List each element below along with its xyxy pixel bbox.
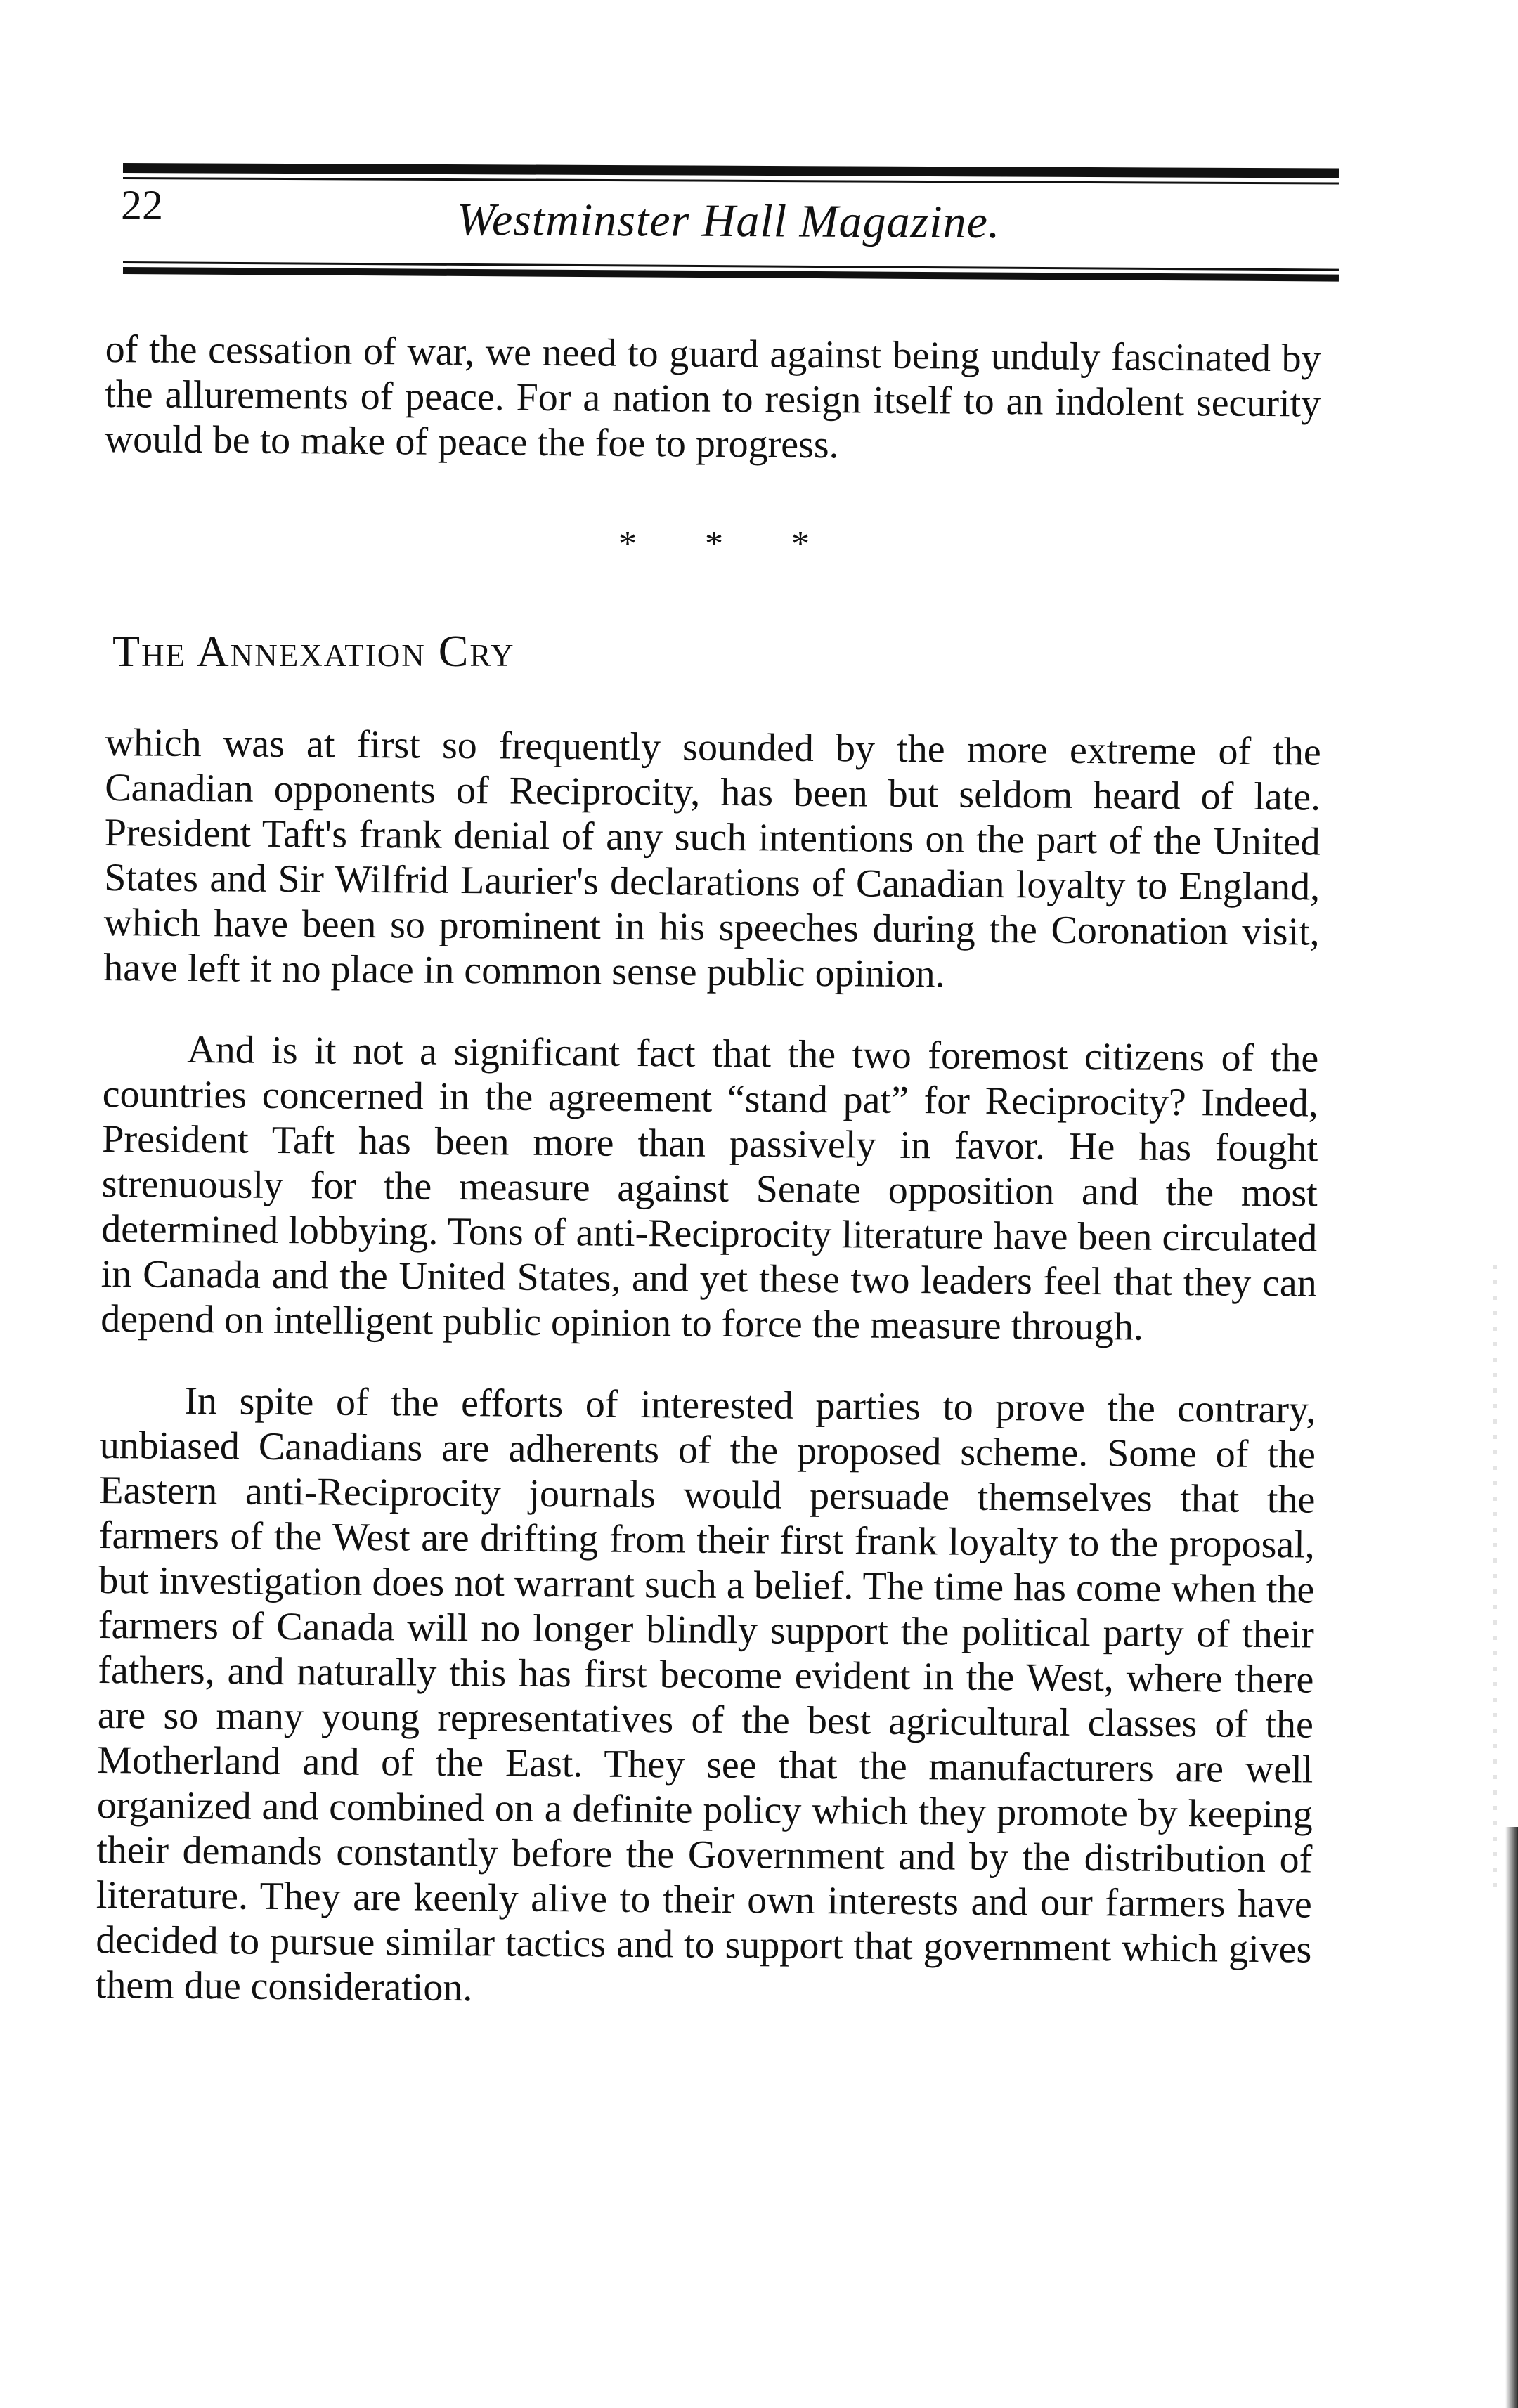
section-separator: * * * bbox=[618, 524, 839, 564]
running-title: Westminster Hall Magazine. bbox=[456, 193, 1001, 249]
header-rule-top-thin bbox=[123, 177, 1339, 185]
continuation-block bbox=[104, 327, 1321, 471]
scan-artifact-speckle bbox=[1493, 1265, 1497, 1897]
paragraph-2: And is it not a significant fact that the two foremost citizens of the countries concerned in the agreement “stand pat” for Reciprocity? Indeed, President Taft has been more than passively in favor. He has fought strenuously for the measure against Senate opposition and the most determined lobbying. Tons of anti-Reciprocity literature have been circulated in Canada and the United States, and yet these two leaders feel that they can depend on intelligent public opinion to force the measure through. bbox=[100, 1027, 1319, 1349]
paragraph-3: In spite of the efforts of interested parties to prove the contrary, unbiased Canadians are adherents of the proposed scheme. Some of the Eastern anti-Reciprocity journals would persuade themselves that the farmers of the West are drifting from their first frank loyalty to the proposal, but investigation does not warrant such a belief. The time has come when the farmers of Canada will no longer blindly support the political party of their fathers, and naturally this has first become evident in the West, where there are so many young representatives of the best agricultural classes of the Motherland and of the East. They see that the manufacturers are well organized and combined on a definite policy which they promote by keeping their demands constantly before the Government and by the distribution of literature. They are keenly alive to their own interests and our farmers have decided to pursue similar tactics and to support that government which gives them due consideration. bbox=[95, 1379, 1316, 2010]
header-rule-top bbox=[123, 163, 1339, 178]
page-number: 22 bbox=[121, 182, 163, 228]
section-heading: The Annexation Cry bbox=[112, 626, 515, 676]
continuation-paragraph: of the cessation of war, we need to guard against being unduly fascinated by the allurements of peace. For a nation to resign itself to an indolent security would be to make of peace the foe to progress. bbox=[104, 327, 1321, 467]
paragraph-1: which was at first so frequently sounded by the more extreme of the Canadian opponents of Reciprocity, has been but seldom heard of late. President Taft's frank denial of any such intentions on the part of the United States and Sir Wilfrid Laurier's declarations of Canadian loyalty to England, which have been so prominent in his speeches during the Coronation visit, have left it no place in common sense public opinion. bbox=[103, 721, 1321, 996]
section-body bbox=[96, 720, 1321, 2017]
scan-artifact-edge bbox=[1505, 1827, 1518, 2408]
